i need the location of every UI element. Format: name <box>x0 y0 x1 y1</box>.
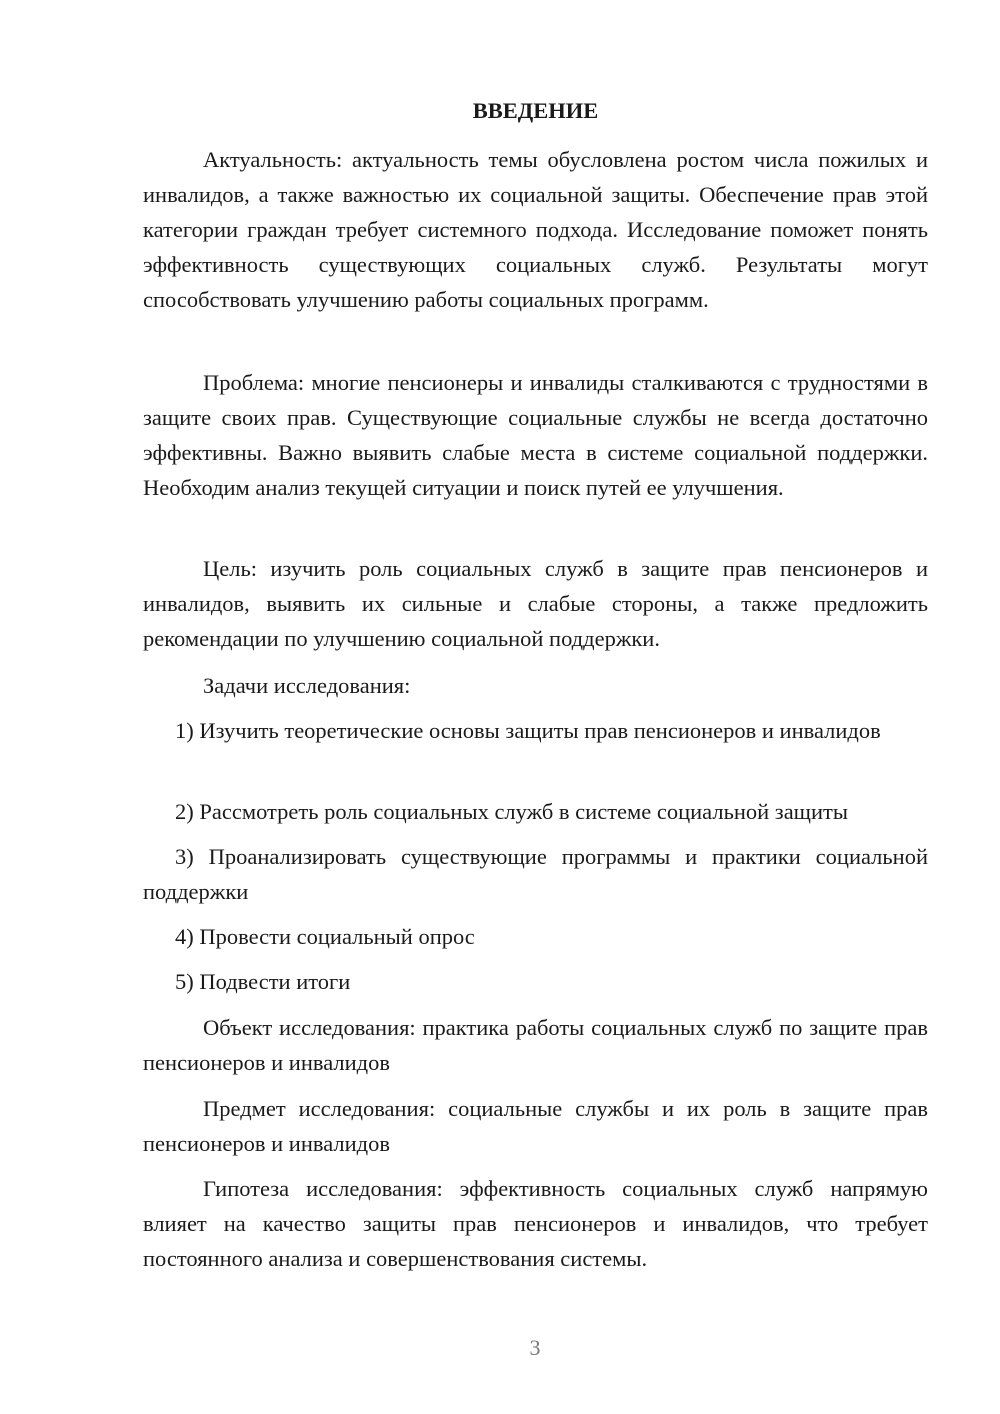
paragraph-object: Объект исследования: практика работы социальных служб по защите прав пенсионеров и инвалидов <box>143 1015 928 1075</box>
paragraph-goal: Цель: изучить роль социальных служб в защите прав пенсионеров и инвалидов, выявить их сильные и слабые стороны, а также предложить рекомендации по улучшению социальной поддержки. <box>143 556 928 651</box>
page-title: ВВЕДЕНИЕ <box>472 98 599 123</box>
paragraph-problem: Проблема: многие пенсионеры и инвалиды сталкиваются с трудностями в защите своих прав. Существующие социальные службы не всегда достаточно эффективны. Важно выявить слабые места в системе социальной поддержки. Необходим анализ текущей ситуации и поиск путей ее улучшения. <box>143 370 928 500</box>
task-item-5: 5) Подвести итоги <box>175 969 351 994</box>
task-item-4: 4) Провести социальный опрос <box>175 924 475 949</box>
paragraph-tasks-heading: Задачи исследования: <box>203 673 411 698</box>
paragraph-relevance: Актуальность: актуальность темы обусловлена ростом числа пожилых и инвалидов, а также важностью их социальной защиты. Обеспечение прав этой категории граждан требует системного подхода. Исследование поможет понять эффективность существующих социальных служб. Результаты могут способствовать улучшению работы социальных программ. <box>143 147 928 312</box>
paragraph-subject: Предмет исследования: социальные службы и их роль в защите прав пенсионеров и инвалидов <box>143 1096 928 1156</box>
task-item-2: 2) Рассмотреть роль социальных служб в системе социальной защиты <box>175 799 849 824</box>
page-number: 3 <box>529 1335 541 1360</box>
paragraph-hypothesis: Гипотеза исследования: эффективность социальных служб напрямую влияет на качество защиты прав пенсионеров и инвалидов, что требует постоянного анализа и совершенствования системы. <box>143 1176 928 1271</box>
task-item-3: 3) Проанализировать существующие программы и практики социальной поддержки <box>143 844 928 904</box>
task-item-1: 1) Изучить теоретические основы защиты прав пенсионеров и инвалидов <box>175 718 881 743</box>
